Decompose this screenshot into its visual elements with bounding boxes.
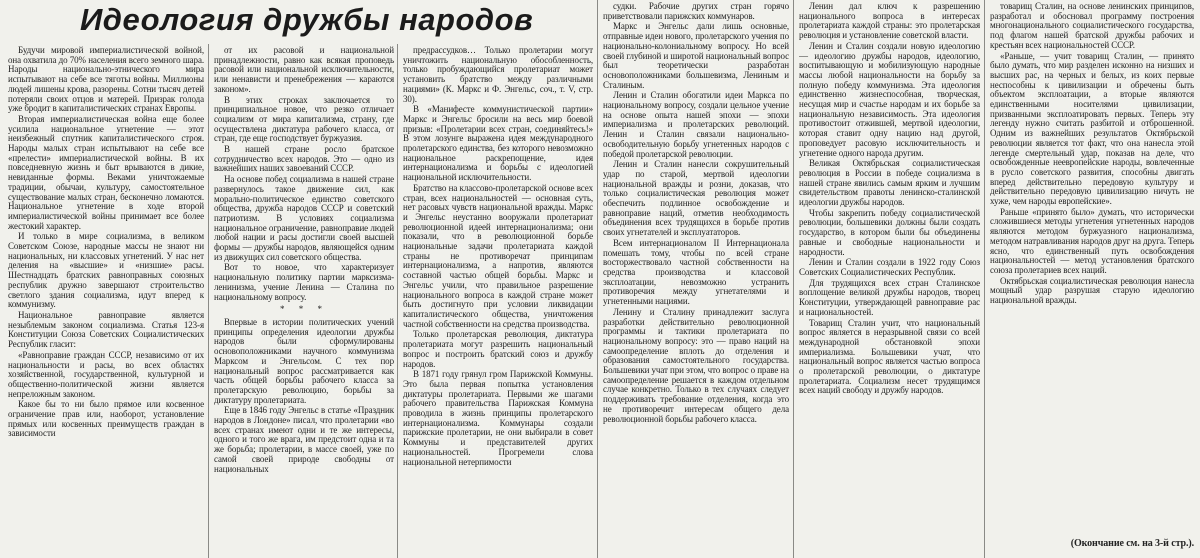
column-rule (984, 0, 985, 558)
article-headline: Идеология дружбы народов (80, 2, 534, 37)
paragraph: На основе побед социализма в нашей стране развернулось такое движение сил, как морально-политическое единство советского общества, дружба народов СССР и советский патриотизм. В условиях социализма национальное ограничение, равноправие людей любой нации и расы достигли своей высшей формы — дружбы народов, являющейся одним из движущих сил советского общества. (214, 174, 394, 262)
column-rule (597, 0, 598, 558)
paragraph: Вот то новое, что характеризует национальную политику партии марксизма-ленинизма, учение Ленина — Сталина по национальному вопросу. (214, 262, 394, 302)
paragraph: В «Манифесте коммунистической партии» Маркс и Энгельс бросили на весь мир боевой призыв: «Пролетарии всех стран, соединяйтесь!» В этом лозунге выражена идея международного пролетарского единства, без которого невозможно национальное раскрепощение, идея интернационализма и борьбы с идеологией национальной исключительности. (403, 104, 593, 183)
paragraph: Будучи мировой империалистической войной, она охватила до 70% населения всего земного шара. Народы национально-этнического мира испытывают на себе все тяготы войны. Миллионы людей лишены крова, разорены. Сотни тысяч детей потеряли своих отцов и матерей. Призрак голода уже бродит в капиталистических странах Европы. (8, 46, 204, 114)
paragraph: Национальное равноправие является незыблемым законом социализма. Статья 123-я Конституции Союза Советских Социалистических Республик гласит: (8, 309, 204, 350)
paragraph: Ленин и Сталин обогатили идеи Маркса по национальному вопросу, создали цельное учение на основе опыта нашей эпохи — эпохи империализма и пролетарских революций. Ленин и Сталин связали национально-освободительную борьбу угнетенных народов с победой пролетарской революции. (603, 90, 789, 159)
text-column-1 (8, 46, 204, 558)
column-rule (397, 44, 398, 558)
paragraph: Впервые в истории политических учений принципы определения идеологии дружбы народов были сформулированы основоположниками научного коммунизма Марксом и Энгельсом. С тех пор национальный вопрос рассматривается как часть общей борьбы рабочего класса за пролетарскую революцию, борьбы за диктатуру пролетариата. (214, 316, 394, 405)
paragraph: Вторая империалистическая война еще более усилила национальное угнетение — этот неизбежный спутник капиталистического строя. Народы малых стран испытывают на себе все «прелести» империалистической войны. В их повседневную жизнь и быт врываются в дикие, невиданные формы. Веками уничтожаемые традиции, обычаи, культуру, самостоятельное существование малых стран, бесконечно ломаются. Национальное угнетение в ходе второй империалистической войны принимает все более жестокий характер. (8, 113, 204, 231)
text-column-3 (403, 46, 593, 558)
paragraph: И только в мире социализма, в великом Советском Союзе, народные массы не знают ни национальных, ни классовых угнетений. У нас нет деления на «высшие» и «низшие» расы. Шестнадцать братских равноправных союзных республик дружно завершают строительство светлого здания социализма, идут вперед к коммунизму. (8, 231, 204, 310)
text-column-6 (990, 2, 1194, 532)
paragraph: предрассудков… Только пролетарии могут уничтожить национальную обособленность, только пробуждающийся пролетариат может установить братство между различными нациями» (К. Маркс и Ф. Энгельс, соч., т. V, стр. 30). (403, 46, 593, 104)
paragraph: Ленин и Сталин создали в 1922 году Союз Советских Социалистических Республик. (799, 257, 980, 277)
paragraph: Всем интернационалом II Интернационала помешать тому, чтобы по всей стране восторжествовало частной собственности на средства производства и классовой эксплоатации, невозможно устранить противоречия между угнетателями и угнетенными нациями. (603, 237, 789, 307)
paragraph: товарищ Сталин, на основе ленинских принципов, разработал и обосновал программу построения многонационального социалистического государства, под флагом нашей братской дружбы рабочих и крестьян всех национальностей СССР. (990, 2, 1194, 50)
section-divider-stars: * * * (280, 304, 328, 315)
paragraph: Ленин дал ключ к разрешению национального вопроса в интересах пролетариата каждой страны: это пролетарская революция и установление советской власти. (799, 2, 980, 41)
text-column-2 (214, 46, 394, 558)
column-rule (208, 44, 209, 558)
paragraph: Октябрьская социалистическая революция нанесла мощный удар разрушая старую идеологию национальной вражды. (990, 275, 1194, 306)
paragraph: Для трудящихся всех стран Сталинское воплощение великой дружбы народов, творец Конституции, утверждающей равноправие рас и национальностей. (799, 277, 980, 317)
paragraph: Ленину и Сталину принадлежит заслуга разработки действительно революционной программы и тактики пролетариата по национальному вопросу: это — право наций на самоопределение вплоть до отделения и образования самостоятельного государства. Большевики учат при этом, что вопрос о праве на самоопределение решается в каждом отдельном случае конкретно. Только в тех случаях следует поддерживать требование отделения, когда это не противоречит интересам общего дела революционной борьбы рабочего класса. (603, 306, 789, 424)
paragraph: Еще в 1846 году Энгельс в статье «Праздник народов в Лондоне» писал, что пролетарии «во всех странах имеют одни и те же интересы, одного и того же врага, им предстоит одна и та же борьба; пролетарии, в массе своей, уже по самой своей природе свободны от национальных (214, 405, 394, 474)
text-column-4 (603, 2, 789, 558)
paragraph: В этих строках заключается то принципиальное новое, что резко отличает социализм от мира капитализма, страну, где осуществлена диктатура рабочего класса, от стран, где еще господствует буржуазия. (214, 94, 394, 144)
paragraph: от их расовой и национальной принадлежности, равно как всякая проповедь расовой или национальной исключительности, или ненависти и пренебрежения — караются законом». (214, 46, 394, 94)
paragraph: Какое бы то ни было прямое или косвенное ограничение прав или, наоборот, установление прямых или косвенных преимуществ граждан в зависимости (8, 399, 204, 439)
paragraph: Только пролетарская революция, диктатура пролетариата могут разрешить национальный вопрос и построить братский союз и дружбу народов. (403, 329, 593, 369)
paragraph: Великая Октябрьская социалистическая революция в России в победе социализма в нашей стране явились самым ярким и лучшим свидетельством правоты ленинско-сталинской идеологии дружбы народов. (799, 158, 980, 208)
paragraph: Ленин и Сталин нанесли сокрушительный удар по старой, мертвой идеологии национальной вражды и розни, доказав, что только социалистическая революция может обеспечить подлинное освобождение и равноправие наций, отметив необходимость объединения всех трудящихся в борьбе против своих угнетателей и эксплуататоров. (603, 159, 789, 238)
paragraph: В нашей стране росло братское сотрудничество всех народов. Это — одно из важнейших наших завоеваний СССР. (214, 144, 394, 174)
paragraph: В 1871 году грянул гром Парижской Коммуны. Это была первая попытка установления диктатуры пролетариата. Первыми же шагами рабочего правительства Парижская Коммуна проводила в жизнь принципы пролетарского интернационализма. Коммунары создали парижские пролетарии, не они выбирали в совет Коммуны и представителей других национальностей. Прогремели слова национальной нетерпимости (403, 369, 593, 467)
paragraph: судки. Рабочие других стран горячо приветствовали парижских коммунаров. (603, 2, 789, 21)
paragraph: Ленин и Сталин создали новую идеологию — идеологию дружбы народов, идеологию, воспитывающую и мобилизующую народные массы любой национальности на борьбу за полную победу коммунизма. Эта идеология единственно жизнеспособная, творческая, несущая мир и счастье народам и их борьбе за национальную независимость. Эта идеология противостоит отжившей, мертвой идеологии, которая ставит одну нацию над другой, проповедует расовую исключительность и угнетение одного народа другим. (799, 40, 980, 158)
paragraph: «Раньше, — учит товарищ Сталин, — принято было думать, что мир разделен исконно на низших и высших рас, на черных и белых, из коих первые неспособны к цивилизации и обречены быть объектом эксплоатации, а вторые являются единственными носителями цивилизации, призванными эксплоатировать первых. Теперь эту легенду нужно считать разбитой и отброшенной. Одним из важнейших результатов Октябрьской революции является тот факт, что она нанесла этой легенде смертельный удар, показав на деле, что освобожденные неевропейские народы, вовлеченные в русло советского развития, способны двигать вперед действительно передовую культуру и действительно передовую цивилизацию ничуть не хуже, чем народы европейские». (990, 50, 1194, 207)
continuation-note: (Окончание см. на 3-й стр.). (1070, 538, 1194, 549)
text-column-5 (799, 2, 980, 558)
paragraph: Раньше «принято было» думать, что исторически сложившиеся методы угнетения угнетенных народов являются методом буржуазного национализма, методом натравливания народов друг на друга. Теперь ясно, что единственный путь освобождения национальностей — метод установления братского союза пролетариев всех наций. (990, 206, 1194, 275)
paragraph: Чтобы закрепить победу социалистической революции, большевики должны были создать государство, в котором были бы объединены равные и свободные национальности и народности. (799, 207, 980, 257)
column-rule (793, 0, 794, 558)
paragraph: «Равноправие граждан СССР, независимо от их национальности и расы, во всех областях хозяйственной, государственной, культурной и общественно-политической жизни является непреложным законом. (8, 349, 204, 399)
paragraph: Братство на классово-пролетарской основе всех стран, всех национальностей — основная суть, нет расовых чувств национальной вражды. Маркс и Энгельс неустанно вооружали пролетариат революционной идеей интернационализма; они показали, что в революционной борьбе национальные задачи пролетариата каждой страны не противоречат принципам интернационализма, а напротив, являются составной частью общей борьбы. Маркс и Энгельс учили, что правильное разрешение национального вопроса в каждой стране может быть достигнуто при условии ликвидации капиталистического общества, уничтожения частной собственности на средства производства. (403, 182, 593, 329)
paragraph: Маркс и Энгельс дали лишь основные, отправные идеи нового, пролетарского учения по национально-колониальному вопросу. Но всей своей глубиной и широтой национальный вопрос был теоретически разработан основоположниками большевизма, Лениным и Сталиным. (603, 21, 789, 90)
paragraph: Товарищ Сталин учит, что национальный вопрос является в неразрывной связи со всей международной обстановкой эпохи империализма. Большевики учат, что национальный вопрос является частью вопроса о пролетарской революции, о диктатуре пролетариата. Социализм несет трудящимся всех наций свободу и дружбу народов. (799, 317, 980, 396)
